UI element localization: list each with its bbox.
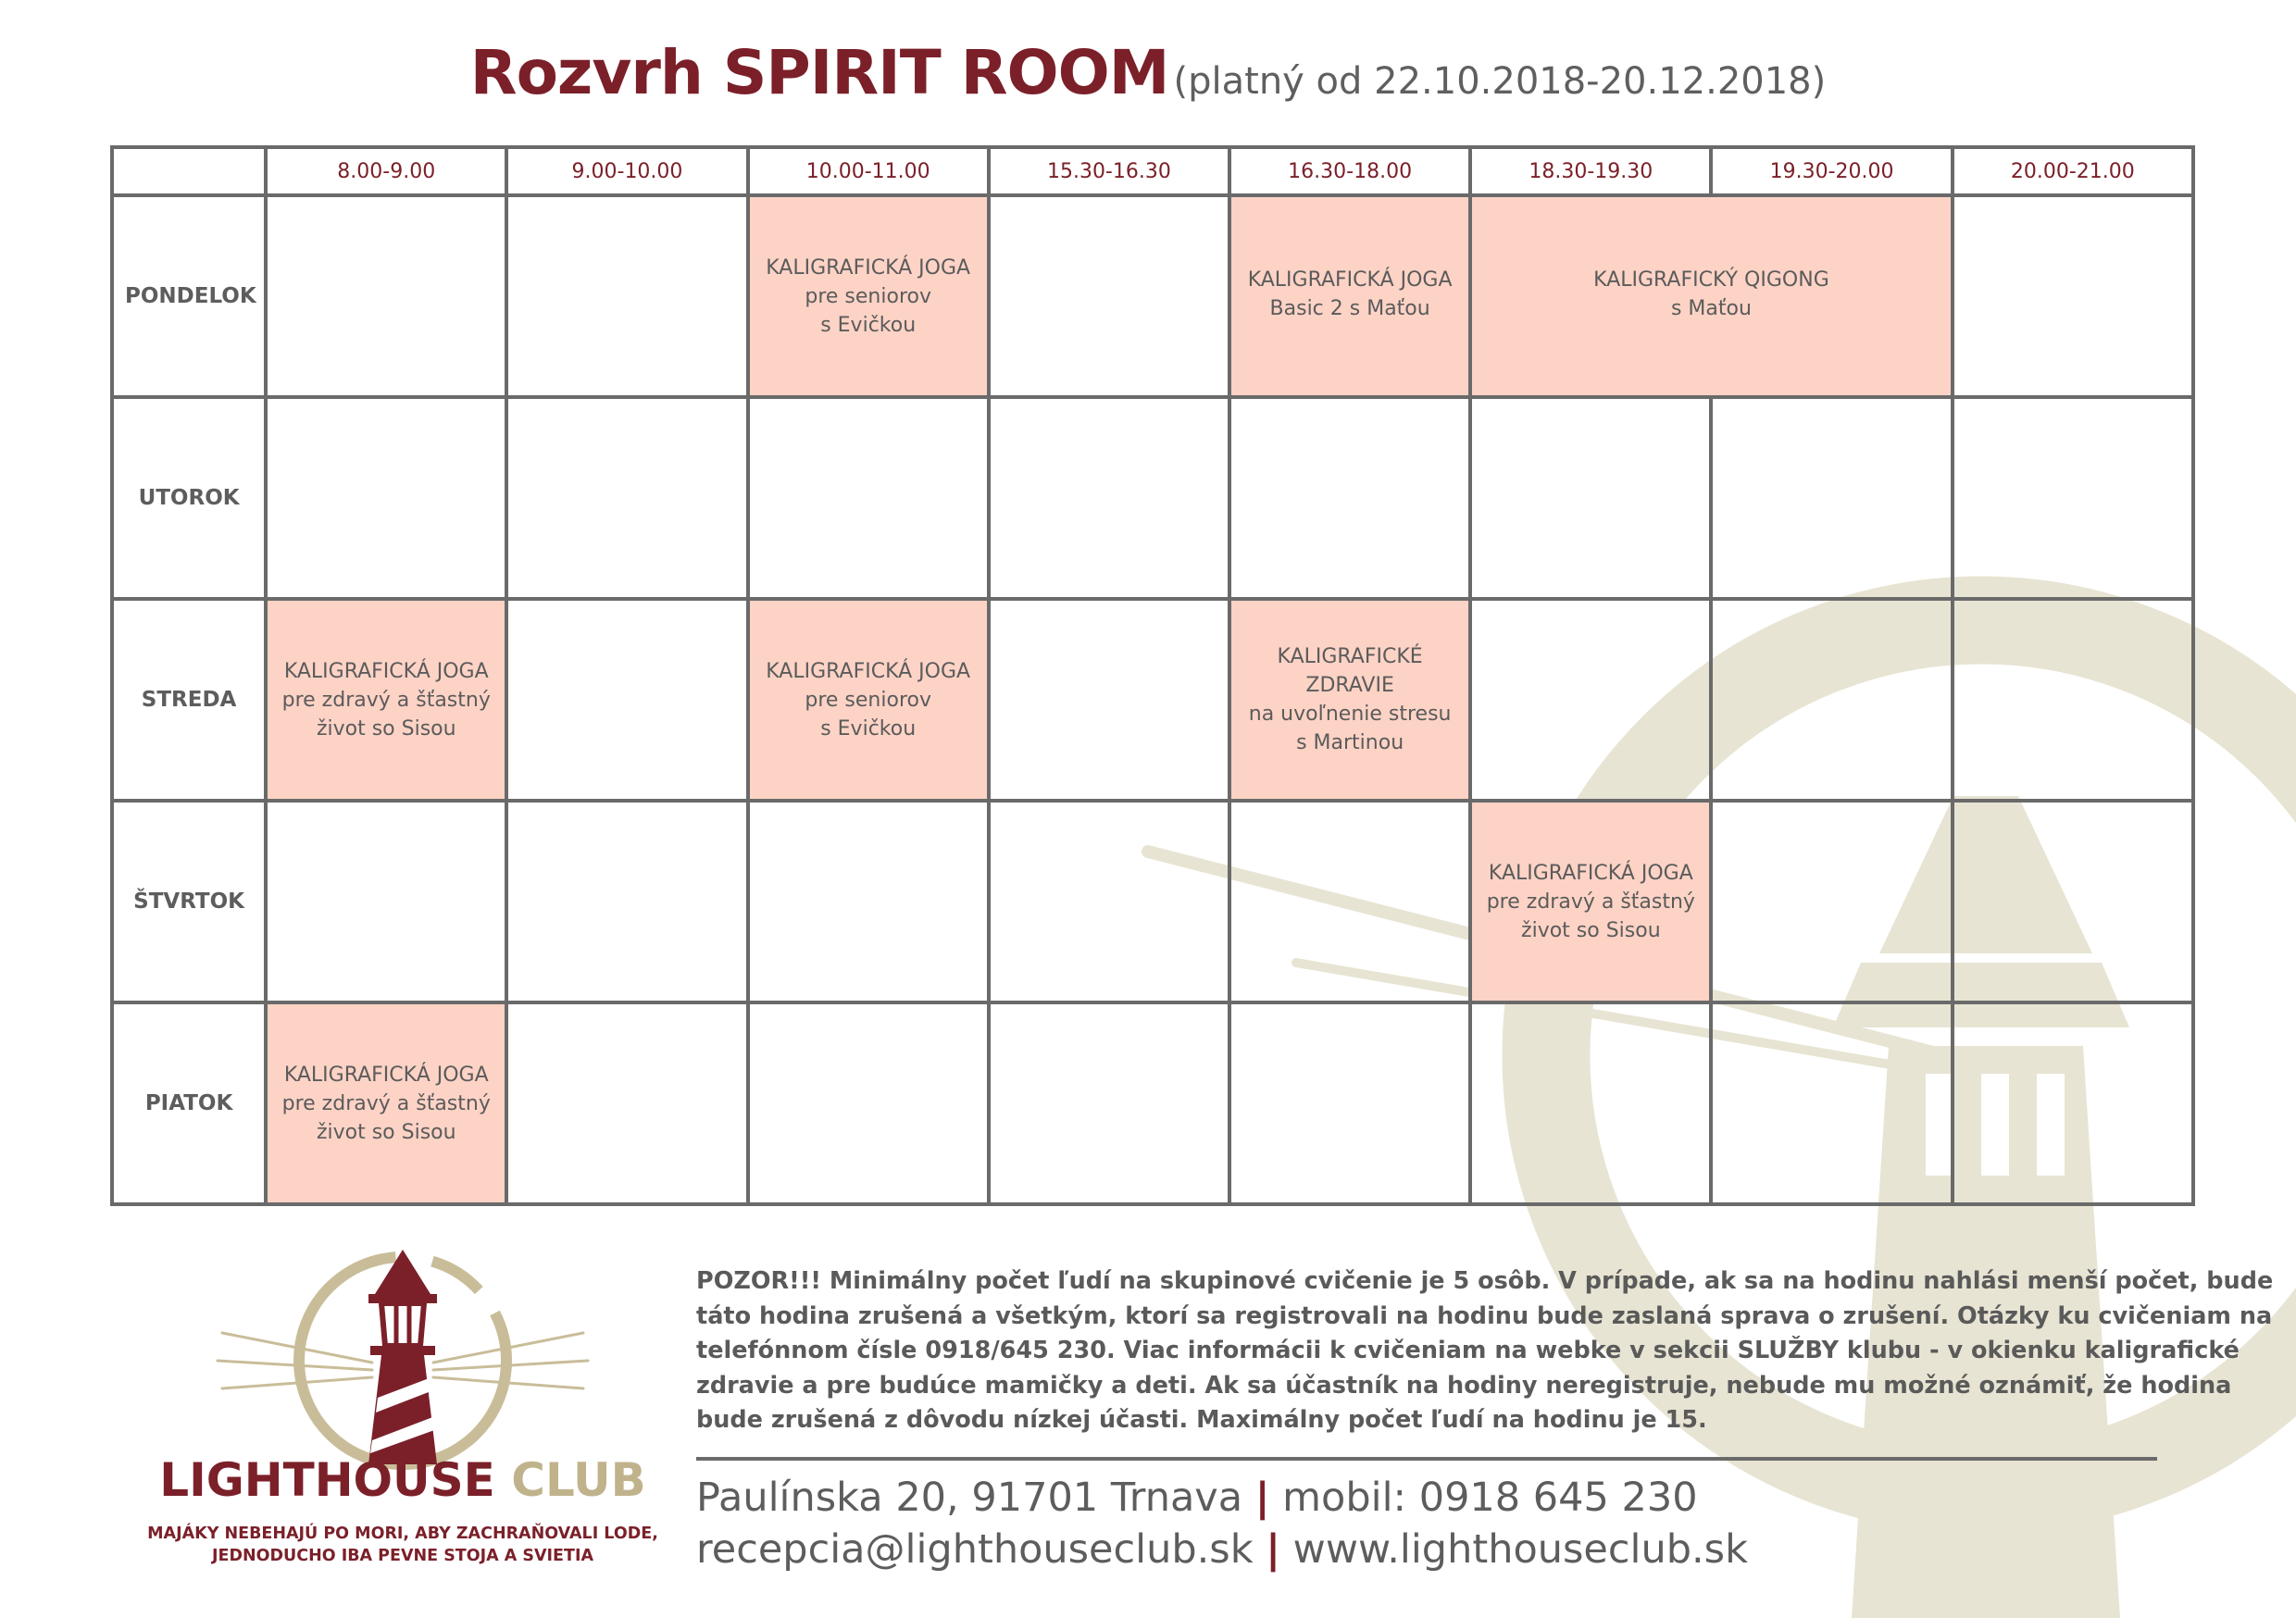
contact-email-link[interactable]: recepcia@lighthouseclub.sk [696, 1526, 1254, 1573]
class-title: KALIGRAFICKÝ QIGONG [1593, 268, 1829, 292]
empty-slot [1470, 397, 1711, 599]
time-slot-header: 19.30-20.00 [1711, 147, 1952, 195]
notice-line: bude zrušená z dôvodu nízkej účasti. Maximálny počet ľudí na hodinu je 15. [696, 1406, 1707, 1434]
class-title: KALIGRAFICKÁ JOGA [283, 1063, 489, 1087]
class-detail: s Martinou [1296, 731, 1404, 754]
class-detail: pre zdravý a šťastný [281, 688, 491, 712]
day-label: UTOROK [112, 397, 266, 599]
notice-line: zdravie a pre budúce mamičky a deti. Ak sa účastník na hodiny neregistruje, nebude mu možné oznámiť, že hodina [696, 1371, 2232, 1400]
empty-slot [748, 397, 989, 599]
empty-slot [1229, 397, 1470, 599]
class-detail: s Evičkou [820, 313, 917, 337]
class-detail: pre zdravý a šťastný [281, 1091, 491, 1115]
slogan-line: MAJÁKY NEBEHAJÚ PO MORI, ABY ZACHRAŇOVALI LODE, [147, 1525, 658, 1543]
class-detail: s Maťou [1670, 297, 1752, 320]
contact-mobile: mobil: 0918 645 230 [1282, 1475, 1698, 1521]
class-title: KALIGRAFICKÉ [1277, 645, 1423, 668]
class-title: KALIGRAFICKÁ JOGA [766, 659, 971, 683]
empty-slot [1711, 801, 1952, 1002]
class-cell [748, 599, 989, 801]
notice-line: telefónnom čísle 0918/645 230. Viac informácii k cvičeniam na webke v sekcii SLUŽBY klubu - v okienku kaligrafické [696, 1337, 2240, 1364]
divider [696, 1457, 2157, 1461]
empty-slot [989, 599, 1229, 801]
empty-slot [1711, 397, 1952, 599]
empty-slot [506, 599, 747, 801]
class-cell [266, 1002, 506, 1204]
empty-slot [506, 397, 747, 599]
class-detail: pre zdravý a šťastný [1486, 890, 1695, 914]
notice-text [696, 1264, 2274, 1438]
time-slot-header: 20.00-21.00 [1953, 147, 2193, 195]
empty-slot [989, 397, 1229, 599]
notice-line: POZOR!!! Minimálny počet ľudí na skupinové cvičenie je 5 osôb. V prípade, ak sa na hodinu nahlási menší počet, bude [696, 1267, 2274, 1295]
contact-address: Paulínska 20, 91701 Trnava [696, 1475, 1243, 1521]
page-title [0, 37, 2296, 108]
time-slot-header: 16.30-18.00 [1229, 147, 1470, 195]
class-cell [1229, 195, 1470, 397]
time-slot-header: 8.00-9.00 [266, 147, 506, 195]
empty-slot [266, 801, 506, 1002]
brand-name-part2: CLUB [511, 1453, 646, 1507]
class-detail: Basic 2 s Maťou [1269, 297, 1430, 320]
day-label: PIATOK [112, 1002, 266, 1204]
empty-slot [1953, 1002, 2193, 1204]
class-cell [1470, 195, 1952, 397]
table-row-monday [112, 195, 2193, 397]
class-title: ZDRAVIE [1305, 674, 1394, 697]
time-slot-header: 9.00-10.00 [506, 147, 747, 195]
title-main: Rozvrh SPIRIT ROOM [469, 37, 1169, 108]
class-title: KALIGRAFICKÁ JOGA [283, 659, 489, 683]
table-row-friday [112, 1002, 2193, 1204]
contact-website-link[interactable]: www.lighthouseclub.sk [1292, 1526, 1748, 1573]
class-cell [1229, 599, 1470, 801]
empty-slot [506, 1002, 747, 1204]
contact-line [696, 1524, 1748, 1575]
empty-slot [266, 397, 506, 599]
empty-slot [1953, 801, 2193, 1002]
empty-slot [1229, 1002, 1470, 1204]
class-cell [748, 195, 989, 397]
day-label: ŠTVRTOK [112, 801, 266, 1002]
day-label: STREDA [112, 599, 266, 801]
class-cell [266, 599, 506, 801]
contact-line [696, 1472, 1748, 1524]
empty-slot [748, 801, 989, 1002]
slogan-line: JEDNODUCHO IBA PEVNE STOJA A SVIETIA [211, 1547, 594, 1565]
table-row-thursday [112, 801, 2193, 1002]
time-slot-header: 10.00-11.00 [748, 147, 989, 195]
timetable-header-row [112, 147, 2193, 195]
empty-slot [1711, 599, 1952, 801]
title-validity: (platný od 22.10.2018-20.12.2018) [1173, 60, 1827, 103]
empty-slot [989, 1002, 1229, 1204]
header-corner [112, 147, 266, 195]
class-detail: život so Sisou [316, 1120, 456, 1144]
empty-slot [506, 195, 747, 397]
class-title: KALIGRAFICKÁ JOGA [766, 255, 971, 280]
class-detail: pre seniorov [805, 284, 931, 308]
empty-slot [748, 1002, 989, 1204]
class-detail: život so Sisou [1521, 918, 1661, 942]
empty-slot [989, 195, 1229, 397]
class-detail: pre seniorov [805, 688, 931, 712]
class-title: KALIGRAFICKÁ JOGA [1247, 268, 1453, 292]
class-cell [1470, 801, 1711, 1002]
notice-line: táto hodina zrušená a všetkým, ktorí sa registrovali na hodinu bude zaslaná sprava o zrušení. Otázky ku cvičeniam na [696, 1301, 2273, 1330]
table-row-tuesday [112, 397, 2193, 599]
empty-slot [1229, 801, 1470, 1002]
brand-slogan [139, 1523, 667, 1567]
empty-slot [1953, 599, 2193, 801]
timetable [110, 145, 2195, 1206]
brand-name-part1: LIGHTHOUSE [159, 1453, 495, 1507]
empty-slot [989, 801, 1229, 1002]
class-detail: s Evičkou [820, 716, 917, 741]
empty-slot [1470, 599, 1711, 801]
class-title: KALIGRAFICKÁ JOGA [1488, 861, 1693, 885]
time-slot-header: 15.30-16.30 [989, 147, 1229, 195]
time-slot-header: 18.30-19.30 [1470, 147, 1711, 195]
empty-slot [1711, 1002, 1952, 1204]
day-label: PONDELOK [112, 195, 266, 397]
class-detail: život so Sisou [316, 716, 456, 741]
brand-name [139, 1453, 667, 1507]
empty-slot [1470, 1002, 1711, 1204]
contact-separator: | [1266, 1526, 1280, 1573]
empty-slot [506, 801, 747, 1002]
class-detail: na uvoľnenie stresu [1248, 703, 1452, 726]
empty-slot [1953, 195, 2193, 397]
empty-slot [1953, 397, 2193, 599]
table-row-wednesday [112, 599, 2193, 801]
empty-slot [266, 195, 506, 397]
contact-separator: | [1254, 1475, 1270, 1521]
contact-info [696, 1472, 1748, 1575]
